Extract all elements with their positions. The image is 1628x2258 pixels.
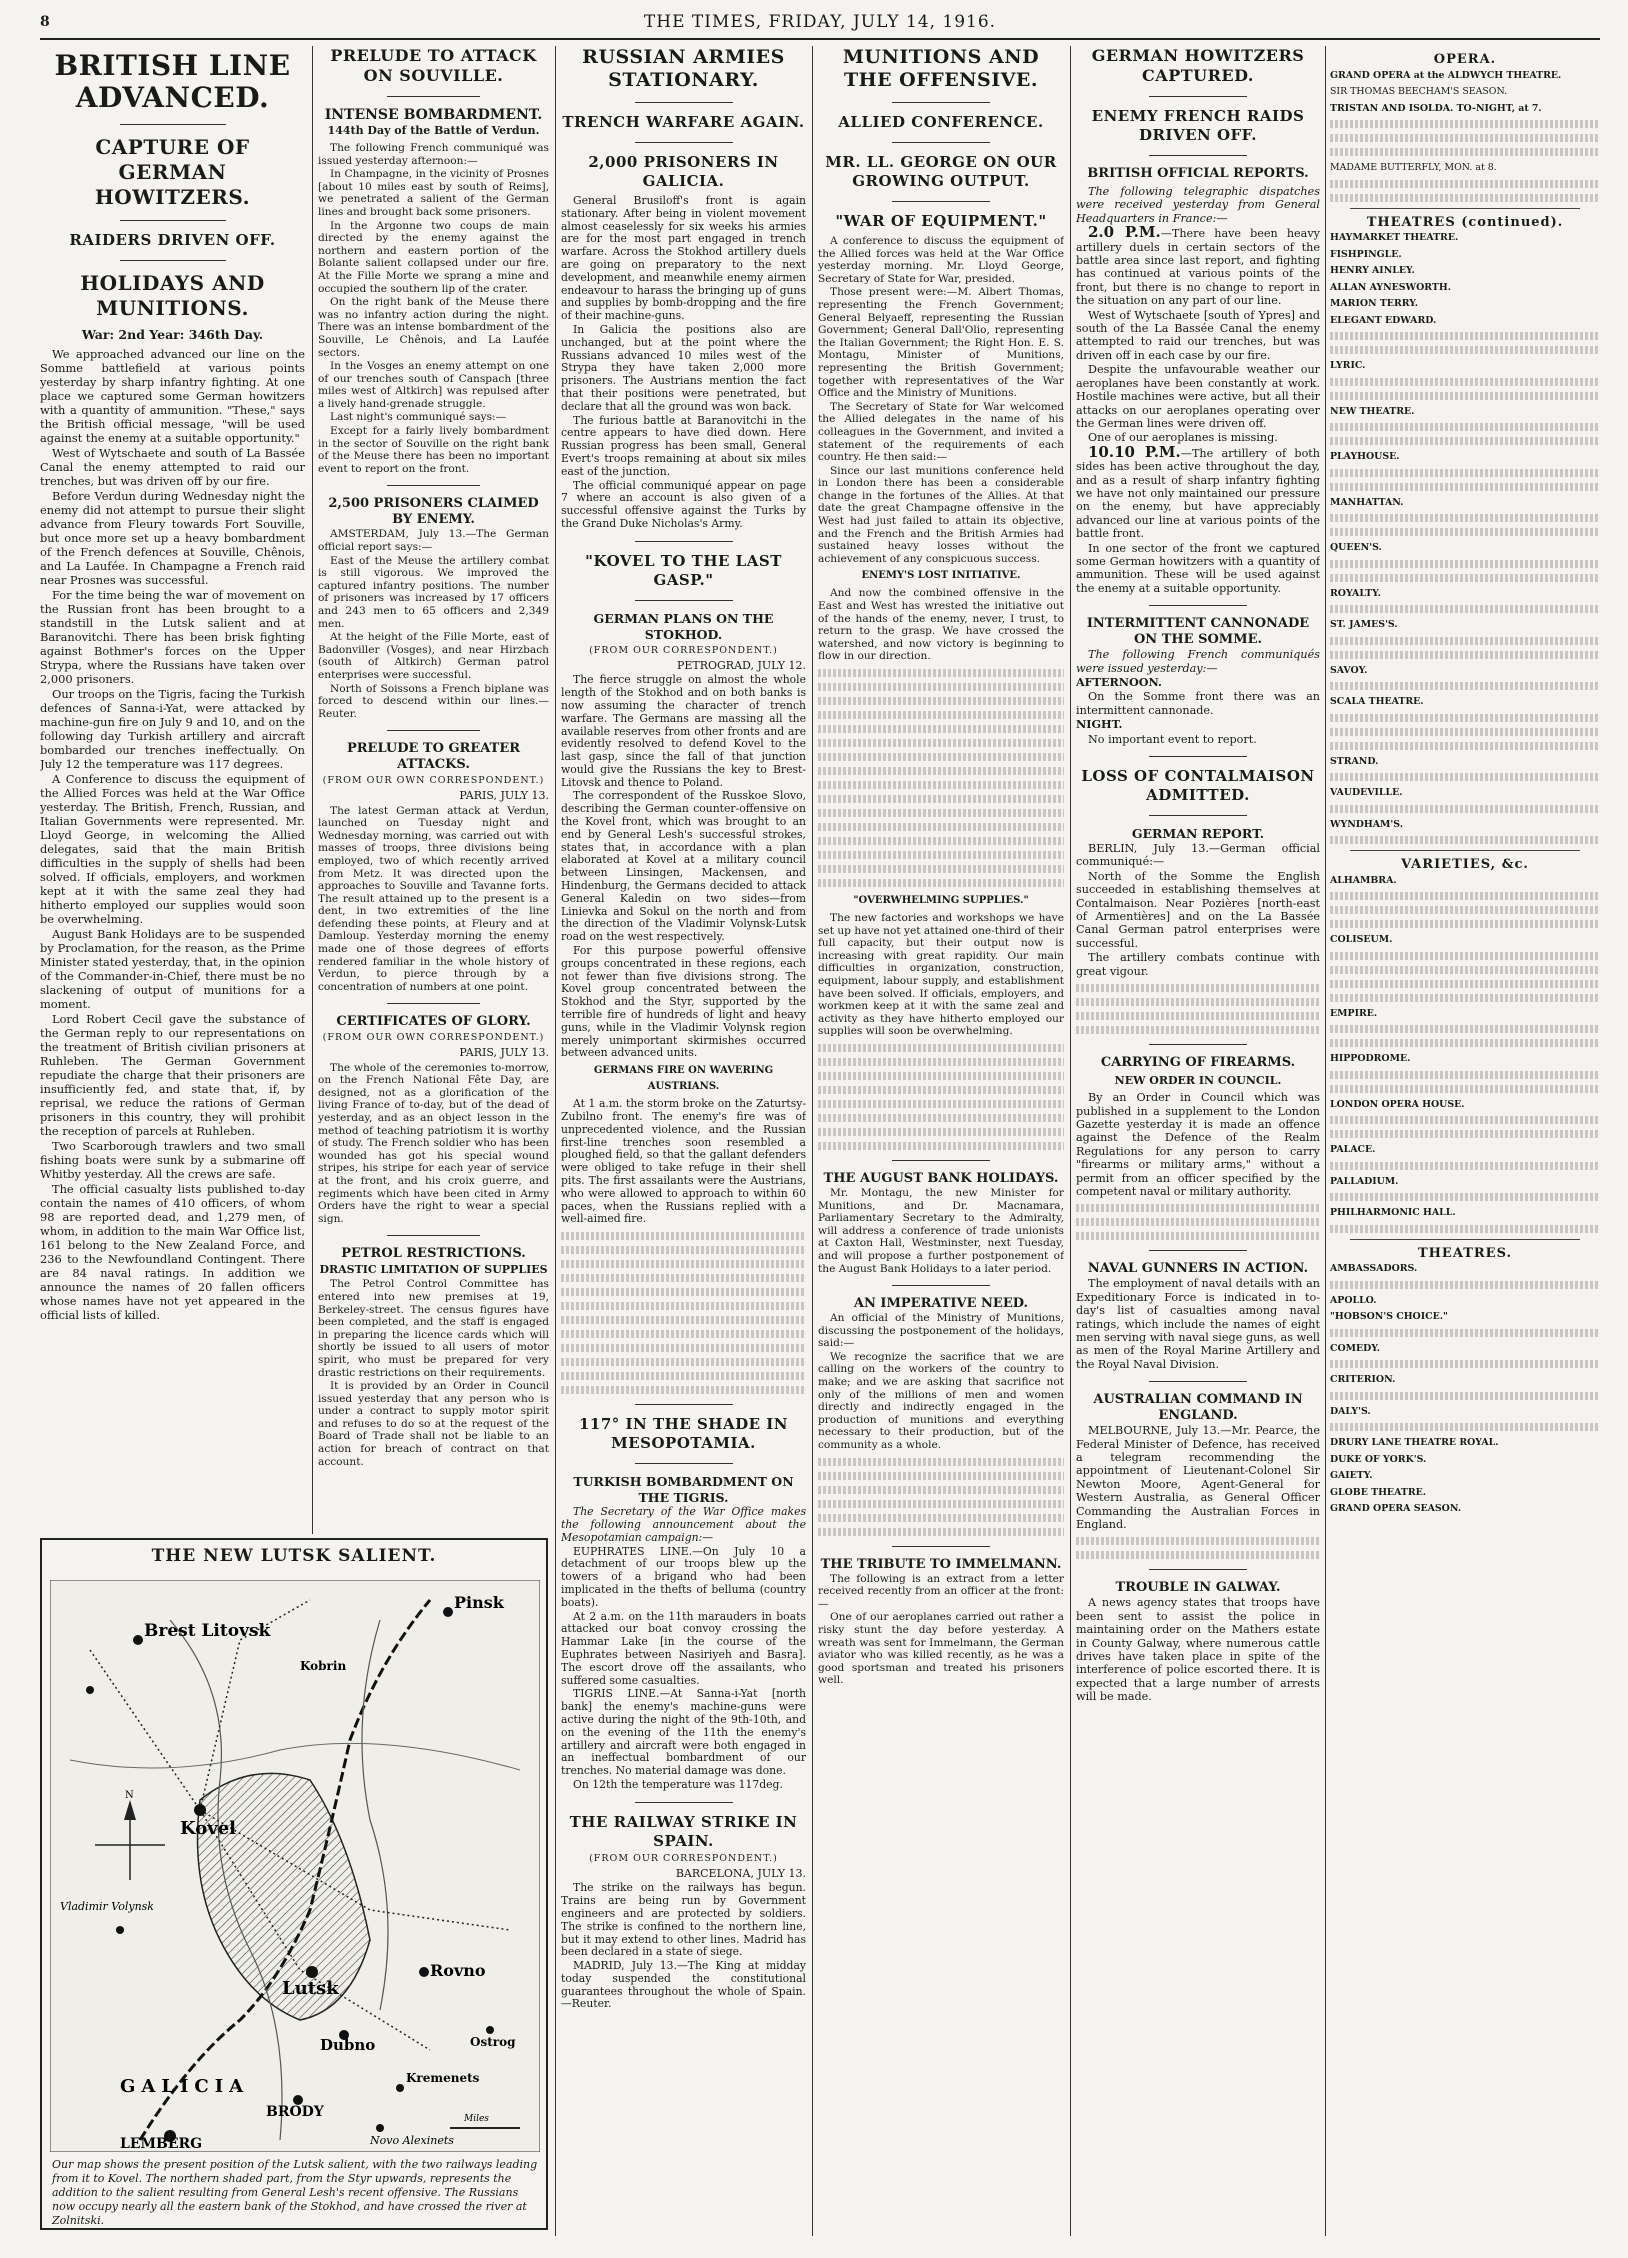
paragraph: In the Vosges an enemy attempt on one of our trenches south of Canspach [three miles west of Altkirch] was repulsed after a lively hand-grenade struggle. xyxy=(318,360,549,410)
paragraph: Our troops on the Tigris, facing the Turkish defences of Sanna-i-Yat, were attacked by machine-gun fire on July 9 and 10, and on the following day Turkish artillery and aircraft bombarded our trenches ineffectually. On July 12 the temperature was 117 degrees. xyxy=(40,687,305,771)
paragraph: The Secretary of the War Office makes the following announcement about the Mesopotamian campaign:— xyxy=(561,1505,806,1544)
paragraph: Despite the unfavourable weather our aeroplanes have been constantly at work. Hostile machines were active, but all their attacks on our aeroplanes operating over the German lines were driven off. xyxy=(1076,363,1320,430)
headline: 2,500 PRISONERS CLAIMED BY ENEMY. xyxy=(328,496,539,528)
subheadline: "OVERWHELMING SUPPLIES." xyxy=(853,895,1029,906)
listing: EMPIRE. xyxy=(1330,1007,1378,1019)
paragraph: A news agency states that troops have been sent to assist the police in maintaining order on the Mathers estate in County Galway, where numerous cattle drives have taken place in spite of the interference of police escorted there. It is expected that a large number of arrests will be made. xyxy=(1076,1596,1320,1704)
paragraph: The artillery combats continue with great vigour. xyxy=(1076,951,1320,978)
headline: TROUBLE IN GALWAY. xyxy=(1115,1580,1281,1596)
dateline: BARCELONA, JULY 13. xyxy=(675,1866,806,1880)
listing: SIR THOMAS BEECHAM'S SEASON. xyxy=(1330,86,1508,97)
paragraph: MELBOURNE, July 13.—Mr. Pearce, the Federal Minister of Defence, has received a telegram recommending the appointment of Lieutenant-Colonel Sir Newton Moore, Agent-General for Western Australia, as General Officer Commanding the Australian Forces in England. xyxy=(1076,1424,1320,1532)
subheadline: GERMANS FIRE ON WAVERING AUSTRIANS. xyxy=(593,1065,774,1093)
column-4 xyxy=(818,46,1064,2236)
time-label: 10.10 P.M. xyxy=(1088,442,1181,461)
paragraph: AMSTERDAM, July 13.—The German official report says:— xyxy=(318,528,549,554)
listing: HIPPODROME. xyxy=(1330,1053,1411,1064)
headline: 117° IN THE SHADE IN MESOPOTAMIA. xyxy=(578,1415,788,1453)
headline: THE TRIBUTE TO IMMELMANN. xyxy=(820,1556,1062,1572)
byline: (FROM OUR CORRESPONDENT.) xyxy=(589,644,778,656)
paragraph: The official communiqué appear on page 7 where an account is also given of a successful offensive against the Turks by the Grand Duke Nicholas's Army. xyxy=(561,478,806,530)
column-divider xyxy=(1070,46,1071,2236)
subheadline: DRASTIC LIMITATION OF SUPPLIES xyxy=(319,1263,548,1277)
header-rule xyxy=(40,38,1600,40)
listing: VAUDEVILLE. xyxy=(1330,787,1403,798)
paragraph: Before Verdun during Wednesday night the enemy did not attempt to pursue their slight advance from Fleury towards Fort Souville, but once more set up a heavy bombardment of the French defences at Souville, Chênois, and La Laufée. In Champagne a French raid near Prosnes was successful. xyxy=(40,489,305,587)
paragraph: On 12th the temperature was 117deg. xyxy=(573,1777,783,1791)
paragraph: On the Somme front there was an intermittent cannonade. xyxy=(1076,690,1320,717)
listing: GRAND OPERA at the ALDWYCH THEATRE. xyxy=(1330,69,1562,81)
headline: CAPTURE OF GERMAN HOWITZERS. xyxy=(94,135,251,209)
paragraph: West of Wytschaete [south of Ypres] and south of the La Bassée Canal the enemy attempted to raid our trenches, but was driven off in each case by our fire. xyxy=(1076,308,1320,362)
paragraph: The new factories and workshops we have set up have not yet attained one-third of their full capacity, but their output now is increasing with great rapidity. Our main difficulties in organization, construction, equipment, labour supply, and establishment have been solved. If officials, employers, and workmen keep at it with the same zeal and activity as they have hitherto employed our supplies will soon be overwhelming. xyxy=(818,912,1064,1038)
paragraph: An official of the Ministry of Munitions, discussing the postponement of the holidays, said:— xyxy=(818,1312,1064,1350)
paragraph: General Brusiloff's front is again stationary. After being in violent movement almost ceaselessly for six weeks his armies are for the most part engaged in trench warfare. Across the Stokhod artillery duels are going on preparatory to the next development, and meanwhile enemy airmen endeavour to harass the bringing up of guns and supplies by bomb-dropping and the fire of their machine-guns. xyxy=(561,194,806,323)
paragraph: The following French communiqués were issued yesterday:— xyxy=(1076,648,1320,675)
page-number: 8 xyxy=(40,14,50,30)
listing: SAVOY. xyxy=(1330,664,1368,676)
map-label-lutsk: Lutsk xyxy=(282,1978,339,1999)
listing: MANHATTAN. xyxy=(1330,496,1404,508)
paragraph: In one sector of the front we captured some German howitzers with a quantity of ammunition. These will be used against the enemy at a suitable opportunity. xyxy=(1076,541,1320,595)
page-header xyxy=(40,10,1600,36)
section-label: AFTERNOON. xyxy=(1076,675,1162,689)
paragraph: One of our aeroplanes is missing. xyxy=(1088,431,1278,445)
headline: TURKISH BOMBARDMENT ON THE TIGRIS. xyxy=(573,1474,794,1506)
paragraph: The official casualty lists published to-day contain the names of 410 officers, of whom 98 are reported dead, and 1,279 men, of whom, in addition to the main War Office list, 161 belong to the New Zealand Force, and 236 to the Newfoundland Contingent. There are 84 naval ratings. In addition we announce the names of 20 fallen officers whose names have not yet appeared in the official lists of killed. xyxy=(40,1182,305,1322)
listing: PALLADIUM. xyxy=(1330,1175,1399,1187)
subheadline: 144th Day of the Battle of Verdun. xyxy=(327,124,540,137)
scale-label: Miles xyxy=(464,2114,489,2124)
paragraph: We approached advanced our line on the Somme battlefield at various points yesterday by sharp infantry fighting. At one place we captured some German howitzers with a quantity of ammunition. "These," says the British official message, "will be used against the enemy at a suitable opportunity." xyxy=(40,347,305,445)
paragraph: We recognize the sacrifice that we are calling on the workers of the country to make; and we are asking that sacrifice not only of the millions of men and women directly and indirectly engaged in the production of munitions and everything necessary to their production, but of the community as a whole. xyxy=(818,1350,1064,1452)
paragraph: For this purpose powerful offensive groups concentrated in these regions, each not fewer than five divisions strong. The Kovel group concentrated between the Stokhod and the Styr, supported by the terrible fire of hundreds of light and heavy guns, while in the Vladimir Volynsk region merely unimportant skirmishes occurred between advanced units. xyxy=(561,944,806,1060)
paragraph-text: —There have been heavy artillery duels in certain sectors of the battle area since last report, and fighting has continued at various points of the front, but there is no change to report in the situation on any part of our line. xyxy=(1076,227,1320,308)
headline: ALLIED CONFERENCE. xyxy=(838,113,1044,131)
section-heading: THEATRES (continued). xyxy=(1366,214,1564,230)
column-divider xyxy=(312,46,313,1534)
paragraph: Except for a fairly lively bombardment in the sector of Souville on the right bank of the Meuse there has been no important event to report on the front. xyxy=(318,425,549,475)
column-divider xyxy=(555,46,556,2236)
paragraph: Those present were:—M. Albert Thomas, representing the French Government; General Belyaeff, representing the Russian Government; General Dall'Olio, representing the Italian Government; the Right Hon. E. S. Montagu, Minister of Munitions, representing the British Government; together with representatives of the War Office and the Ministry of Munitions. xyxy=(818,286,1064,400)
paragraph: Two Scarborough trawlers and two small fishing boats were sunk by a submarine off Whitby yesterday. All the crews are safe. xyxy=(40,1139,305,1181)
map-label-lemberg: LEMBERG xyxy=(120,2136,203,2152)
paragraph: EUPHRATES LINE.—On July 10 a detachment of our troops blew up the towers of a brigand who had been implicated in the thefts of belluma (country boats). xyxy=(561,1544,806,1609)
headline: AUSTRALIAN COMMAND IN ENGLAND. xyxy=(1093,1392,1303,1424)
map-label-dubno: Dubno xyxy=(320,2036,376,2054)
paragraph: A Conference to discuss the equipment of the Allied Forces was held at the War Office yesterday. The British, French, Russian, and Italian Governments were represented. Mr. Lloyd George, in welcoming the Allied delegates, said that the main British difficulties in the supply of shells had been solved. If officials, employers, and workmen kept at it with the same zeal they had hitherto employed our supplies would soon be overwhelming. xyxy=(40,772,305,926)
listing: PALACE. xyxy=(1330,1144,1376,1155)
map-label-ostrog: Ostrog xyxy=(470,2035,516,2049)
headline: GERMAN HOWITZERS CAPTURED. xyxy=(1091,46,1305,85)
headline: CARRYING OF FIREARMS. xyxy=(1100,1055,1296,1071)
section-label: NIGHT. xyxy=(1076,717,1123,732)
paragraph: The Secretary of State for War welcomed the Allied delegates in the name of his colleagues in the Government, and invited a statement of the requirements of each country. He then said:— xyxy=(818,400,1064,464)
listing: APOLLO. xyxy=(1330,1294,1377,1306)
map-label-brody: BRODY xyxy=(266,2104,324,2120)
map-caption: Our map shows the present position of the Lutsk salient, with the two railways leading from it to Kovel. The northern shaded part, from the Styr upwards, represents the addition to the salient resulting from General Lesh's recent offensive. The Russians now occupy nearly all the eastern bank of the Stokhod, and have crossed the river at Zolnitski. xyxy=(52,2158,538,2227)
map-label-kremenets: Kremenets xyxy=(406,2071,480,2085)
section-heading: OPERA. xyxy=(1433,52,1497,67)
column-divider xyxy=(812,46,813,2236)
column-2 xyxy=(318,46,549,1534)
column-3 xyxy=(561,46,806,2236)
paragraph: East of the Meuse the artillery combat is still vigorous. We improved the captured infantry positions. The number of prisoners was increased by 17 officers and 243 men to 65 officers and 2,349 men. xyxy=(318,554,549,630)
dateline: PARIS, JULY 13. xyxy=(459,788,549,802)
paragraph: By an Order in Council which was published in a supplement to the London Gazette yesterday it is made an offence against the Defence of the Realm Regulations for any person to carry "firearms or military arms," without a permit from an officer specified by the competent naval or military authority. xyxy=(1076,1091,1320,1198)
paragraph: At the height of the Fille Morte, east of Badonviller (Vosges), and near Hirzbach (south of Altkirch) German patrol enterprises were successful. xyxy=(318,631,549,681)
paragraph: The furious battle at Baranovitchi in the centre appears to have died down. Here Russian progress has been small, General Evert's troops remaining at about six miles east of the junction. xyxy=(561,413,806,478)
headline: RUSSIAN ARMIES STATIONARY. xyxy=(582,46,785,91)
paragraph: In the Argonne two coups de main directed by the enemy against the northern and eastern portion of the Bolante salient collapsed under our fire. At the Fille Morte we sprang a mine and occupied the southern lip of the crater. xyxy=(318,219,549,295)
paragraph: The following is an extract from a letter received recently from an officer at the front:— xyxy=(818,1572,1064,1610)
paragraph: The following French communiqué was issued yesterday afternoon:— xyxy=(318,142,549,167)
map-label-rovno: Rovno xyxy=(430,1961,486,1980)
map-label-galicia: GALICIA xyxy=(120,2076,250,2097)
listing: MARION TERRY. xyxy=(1330,298,1418,309)
map-label-kovel: Kovel xyxy=(180,1818,237,1839)
headline: BRITISH LINE ADVANCED. xyxy=(54,49,291,114)
listing: COLISEUM. xyxy=(1330,934,1393,945)
paragraph: In Champagne, in the vicinity of Prosnes [about 10 miles east by south of Reims], we penetrated a salient of the German lines and brought back some prisoners. xyxy=(318,168,549,218)
map-label-pinsk: Pinsk xyxy=(454,1593,504,1612)
byline: (FROM OUR CORRESPONDENT.) xyxy=(589,1852,778,1864)
paragraph: At 2 a.m. on the 11th marauders in boats attacked our boat convoy crossing the Hammar Lake [in the course of the Euphrates between Nasiriyeh and Basra]. The escort drove off the assailants, who suffered some casualties. xyxy=(561,1609,806,1687)
paragraph: TIGRIS LINE.—At Sanna-i-Yat [north bank] the enemy's machine-guns were active during the night of the 9th-10th, and on the evening of the 11th the enemy's artillery and aircraft were both engaged in an ineffectual bombardment of our trenches. No material damage was done. xyxy=(561,1687,806,1778)
headline: "KOVEL TO THE LAST GASP." xyxy=(585,551,782,589)
paragraph: BERLIN, July 13.—German official communiqué:— xyxy=(1076,842,1320,869)
paragraph: The strike on the railways has begun. Trains are being run by Government engineers and are protected by soldiers. The strike is confined to the northern line, but it may extend to other lines. Madrid has been declared in a state of siege. xyxy=(561,1881,806,1959)
headline: 2,000 PRISONERS IN GALICIA. xyxy=(588,153,779,190)
paragraph: Lord Robert Cecil gave the substance of the German reply to our representations on the treatment of British civilian prisoners at Ruhleben. The German Government repudiate the charge that their prisoners are insufficiently fed, and state that, if, by reprisal, we reduce the rations of German prisoners in this country, they will prohibit the reception of parcels at Ruhleben. xyxy=(40,1012,305,1138)
headline: "WAR OF EQUIPMENT." xyxy=(835,212,1047,230)
listing: DALY'S. xyxy=(1330,1405,1371,1417)
listing: ELEGANT EDWARD. xyxy=(1330,314,1437,326)
listing: "HOBSON'S CHOICE." xyxy=(1330,1311,1448,1322)
paragraph: On the right bank of the Meuse there was no infantry action during the night. There was an intense bombardment of the Souville, Le Chênois, and La Laufée sectors. xyxy=(318,296,549,359)
dateline: PARIS, JULY 13. xyxy=(459,1046,549,1060)
subheadline: ENEMY'S LOST INITIATIVE. xyxy=(861,570,1021,582)
paragraph: August Bank Holidays are to be suspended by Proclamation, for the reason, as the Prime Minister stated yesterday, that, in the opinion of the Commander-in-Chief, there must be no slackening of output of munitions for a moment. xyxy=(40,927,305,1011)
paragraph: One of our aeroplanes carried out rather a risky stunt the day before yesterday. A wreath was sent for Immelmann, the German aviator who was killed recently, as he was a good sportsman and treated his prisoners well. xyxy=(818,1611,1064,1687)
listing: WYNDHAM'S. xyxy=(1330,818,1403,830)
headline: PRELUDE TO ATTACK ON SOUVILLE. xyxy=(330,46,537,85)
headline: PETROL RESTRICTIONS. xyxy=(341,1246,526,1262)
paragraph: The employment of naval details with an Expeditionary Force is indicated in to-day's list of casualties among naval ratings, which include the names of eight men serving with naval siege guns, as well as men of the Royal Marine Artillery and the Royal Naval Division. xyxy=(1076,1277,1320,1371)
paragraph: North of Soissons a French biplane was forced to descend within our lines.—Reuter. xyxy=(318,682,549,720)
dateline: PETROGRAD, JULY 12. xyxy=(676,658,806,672)
listing: GAIETY. xyxy=(1330,1470,1373,1481)
paragraph: For the time being the war of movement on the Russian front has been brought to a standstill in the Lutsk salient and at Baranovitchi. There has been brisk fighting against Bothmer's forces on the Upper Strypa, where the Russians have taken over 2,000 prisoners. xyxy=(40,588,305,686)
headline: RAIDERS DRIVEN OFF. xyxy=(69,231,276,249)
listing: SCALA THEATRE. xyxy=(1330,696,1424,707)
headline: BRITISH OFFICIAL REPORTS. xyxy=(1087,166,1309,181)
map-label-kobrin: Kobrin xyxy=(300,1659,347,1673)
listing: ALHAMBRA. xyxy=(1330,874,1397,886)
listing: NEW THEATRE. xyxy=(1330,405,1415,417)
paragraph: The correspondent of the Russkoe Slovo, describing the German counter-offensive on the Kovel front, which was brought to an end by General Lesh's successful strokes, states that, in accordance with a plan elaborated at Kovel at a military council between Linsingen, Mackensen, and Hindenburg, the Germans decided to attack General Kaledin on two sides—from Linievka and Sokul on the north and from the direction of the Vladimir Volynsk-Lutsk road on the west respectively. xyxy=(561,789,806,944)
headline: ENEMY FRENCH RAIDS DRIVEN OFF. xyxy=(1091,107,1305,144)
time-label: 2.0 P.M. xyxy=(1088,223,1161,242)
masthead: THE TIMES, FRIDAY, JULY 14, 1916. xyxy=(643,12,997,32)
paragraph: Last night's communiqué says:— xyxy=(330,411,507,424)
headline: THE RAILWAY STRIKE IN SPAIN. xyxy=(569,1812,798,1850)
paragraph: The latest German attack at Verdun, launched on Tuesday night and Wednesday morning, was carried out with masses of troops, three divisions being employed, two of which recently arrived from Metz. It was directed upon the approaches to Souville and Tavanne forts. The result attained up to the present is a dent, in two extremities of the line defending these points, at Fleury and at Damloup. Yesterday morning the enemy made one of those degrees of efforts rendered familiar in the whole history of Verdun, to pierce through by a concentration of numbers at one point. xyxy=(318,804,549,993)
byline: (FROM OUR OWN CORRESPONDENT.) xyxy=(322,775,545,787)
column-5 xyxy=(1076,46,1320,2236)
paragraph: West of Wytschaete and south of La Bassée Canal the enemy attempted to raid our trenches, but was driven off by our fire. xyxy=(40,446,305,488)
paragraph: The whole of the ceremonies to-morrow, on the French National Fête Day, are designed, not as a glorification of the living France of to-day, but of the dead of yesterday, and as an object lesson in the method of teaching patriotism it is worthy of study. The French soldier who has been wounded has got his special wound stripes, his stripe for each year of service at the front, and his croix guerre, and regiments which have been cited in Army Orders have the right to wear a special sign. xyxy=(318,1061,549,1225)
listing: PLAYHOUSE. xyxy=(1330,451,1400,462)
listing: CRITERION. xyxy=(1330,1374,1396,1385)
headline: GERMAN REPORT. xyxy=(1131,826,1265,842)
listing: STRAND. xyxy=(1330,755,1379,767)
listing: AMBASSADORS. xyxy=(1330,1263,1418,1274)
listing: COMEDY. xyxy=(1330,1342,1381,1354)
headline: INTENSE BOMBARDMENT. xyxy=(324,107,543,123)
svg-text:N: N xyxy=(125,1790,134,1801)
section-heading: VARIETIES, &c. xyxy=(1401,857,1529,872)
paragraph: The fierce struggle on almost the whole length of the Stokhod and on both banks is now assuming the character of trench warfare. The Germans are massing all the available reserves from other fronts and are evidently resolved to defend Kovel to the last gasp, since the fall of that junction would give the Russians the key to Brest-Litovsk and thence to Poland. xyxy=(561,673,806,789)
listing: GRAND OPERA SEASON. xyxy=(1330,1503,1462,1514)
listing: GLOBE THEATRE. xyxy=(1330,1486,1427,1498)
paragraph: MADRID, July 13.—The King at midday today suspended the constitutional guarantees throughout the whole of Spain.—Reuter. xyxy=(561,1959,806,2011)
map-label-brest: Brest Litovsk xyxy=(144,1621,271,1641)
headline: GERMAN PLANS ON THE STOKHOD. xyxy=(593,610,774,642)
paragraph: Mr. Montagu, the new Minister for Munitions, and Dr. Macnamara, Parliamentary Secretary to the Admiralty, will address a conference of trade unionists at Caxton Hall, Westminster, next Tuesday, and will propose a further postponement of the August Bank Holidays to a later period. xyxy=(818,1186,1064,1275)
headline: NAVAL GUNNERS IN ACTION. xyxy=(1087,1261,1309,1277)
paragraph xyxy=(1076,223,1320,308)
subheadline: War: 2nd Year: 346th Day. xyxy=(81,327,264,342)
lutsk-salient-map xyxy=(50,1580,540,2152)
column-1 xyxy=(40,46,305,1534)
paragraph: It is provided by an Order in Council issued yesterday that any person who is under a contract to supply motor spirit and refuses to do so at the request of the Board of Trade shall not be liable to an action for breach of contract on that account. xyxy=(318,1380,549,1468)
subheadline: NEW ORDER IN COUNCIL. xyxy=(1114,1074,1282,1088)
paragraph: The Petrol Control Committee has entered into new premises at 19, Berkeley-street. The census figures have been completed, and the staff is engaged in preparing the licence cards which will shortly be issued to all users of motor spirit, who must be prepared for very drastic restrictions on their requirements. xyxy=(318,1278,549,1379)
paragraph: The following telegraphic dispatches were received yesterday from General Headquarters in France:— xyxy=(1076,185,1320,225)
map-label-vladimir: Vladimir Volynsk xyxy=(60,1900,154,1913)
paragraph: A conference to discuss the equipment of the Allied forces was held at the War Office yesterday morning. Mr. Lloyd George, Secretary of State for War, presided. xyxy=(818,235,1064,285)
paragraph: And now the combined offensive in the East and West has wrested the initiative out of the hands of the enemy, never, I trust, to return to the grasp. We have crossed the watershed, and now victory is beginning to flow in our direction. xyxy=(818,587,1064,663)
map-label-novo: Novo Alexinets xyxy=(370,2134,454,2147)
map-title: THE NEW LUTSK SALIENT. xyxy=(151,1546,437,1566)
listing: DUKE OF YORK'S. xyxy=(1330,1453,1427,1465)
paragraph: No important event to report. xyxy=(1088,732,1257,746)
headline: TRENCH WARFARE AGAIN. xyxy=(562,113,805,131)
column-divider xyxy=(1325,46,1326,2236)
listing: DRURY LANE THEATRE ROYAL. xyxy=(1330,1437,1499,1448)
listing: HAYMARKET THEATRE. xyxy=(1330,232,1459,243)
headline: PRELUDE TO GREATER ATTACKS. xyxy=(346,741,521,773)
headline: LOSS OF CONTALMAISON ADMITTED. xyxy=(1081,767,1315,805)
listing: QUEEN'S. xyxy=(1330,542,1382,553)
byline: (FROM OUR OWN CORRESPONDENT.) xyxy=(322,1032,545,1044)
listing: TRISTAN AND ISOLDA. TO-NIGHT, at 7. xyxy=(1330,102,1542,114)
listing: PHILHARMONIC HALL. xyxy=(1330,1207,1456,1218)
listing: ST. JAMES'S. xyxy=(1330,619,1398,630)
headline: MUNITIONS AND THE OFFENSIVE. xyxy=(842,46,1040,91)
listing: FISHPINGLE. xyxy=(1330,248,1402,260)
listing: MADAME BUTTERFLY, MON. at 8. xyxy=(1330,162,1497,173)
listing: LONDON OPERA HOUSE. xyxy=(1330,1098,1465,1110)
paragraph-text: —The artillery of both sides has been active throughout the day, and as a result of sharp infantry fighting we have not only maintained our pressure on the enemy, but have appreciably advanced our line at various points of the battle front. xyxy=(1076,446,1320,541)
listing: ROYALTY. xyxy=(1330,587,1381,599)
paragraph: At 1 a.m. the storm broke on the Zaturtsy-Zubilno front. The enemy's fire was of unprecedented violence, and the Russian first-line trenches soon resembled a ploughed field, so that the gallant defenders were obliged to take refuge in their shell pits. The first assailants were the Austrians, who were allowed to approach to within 60 paces, when the Russians replied with a well-aimed fire. xyxy=(561,1097,806,1226)
paragraph: Since our last munitions conference held in London there has been a considerable change in the fortunes of the Allies. At that date the great Champagne offensive in the West had just failed to attain its objective, and the French and the British Armies had sustained heavy losses without the achievement of any conspicuous success. xyxy=(818,464,1064,565)
headline: MR. LL. GEORGE ON OUR GROWING OUTPUT. xyxy=(825,153,1057,190)
section-heading: THEATRES. xyxy=(1417,1245,1513,1261)
listing: LYRIC. xyxy=(1330,360,1366,371)
theatre-listings-column xyxy=(1330,46,1600,2236)
listing: ALLAN AYNESWORTH. xyxy=(1330,281,1451,293)
headline: AN IMPERATIVE NEED. xyxy=(853,1296,1029,1312)
headline: HOLIDAYS AND MUNITIONS. xyxy=(80,271,265,320)
paragraph xyxy=(1076,442,1320,541)
map-figure xyxy=(40,1538,548,2230)
headline: THE AUGUST BANK HOLIDAYS. xyxy=(823,1170,1059,1186)
headline: INTERMITTENT CANNONADE ON THE SOMME. xyxy=(1086,616,1310,648)
listing: HENRY AINLEY. xyxy=(1330,265,1415,276)
paragraph: North of the Somme the English succeeded in establishing themselves at Contalmaison. Near Pozières [north-east of Armentières] and on the La Bassée Canal German patrol enterprises were successful. xyxy=(1076,869,1320,950)
paragraph: In Galicia the positions also are unchanged, but at the point where the Russians advanced 10 miles west of the Strypa they have taken 2,000 more prisoners. The Austrians mention the fact that their positions were penetrated, but declare that all the ground was won back. xyxy=(561,322,806,413)
headline: CERTIFICATES OF GLORY. xyxy=(336,1014,531,1030)
